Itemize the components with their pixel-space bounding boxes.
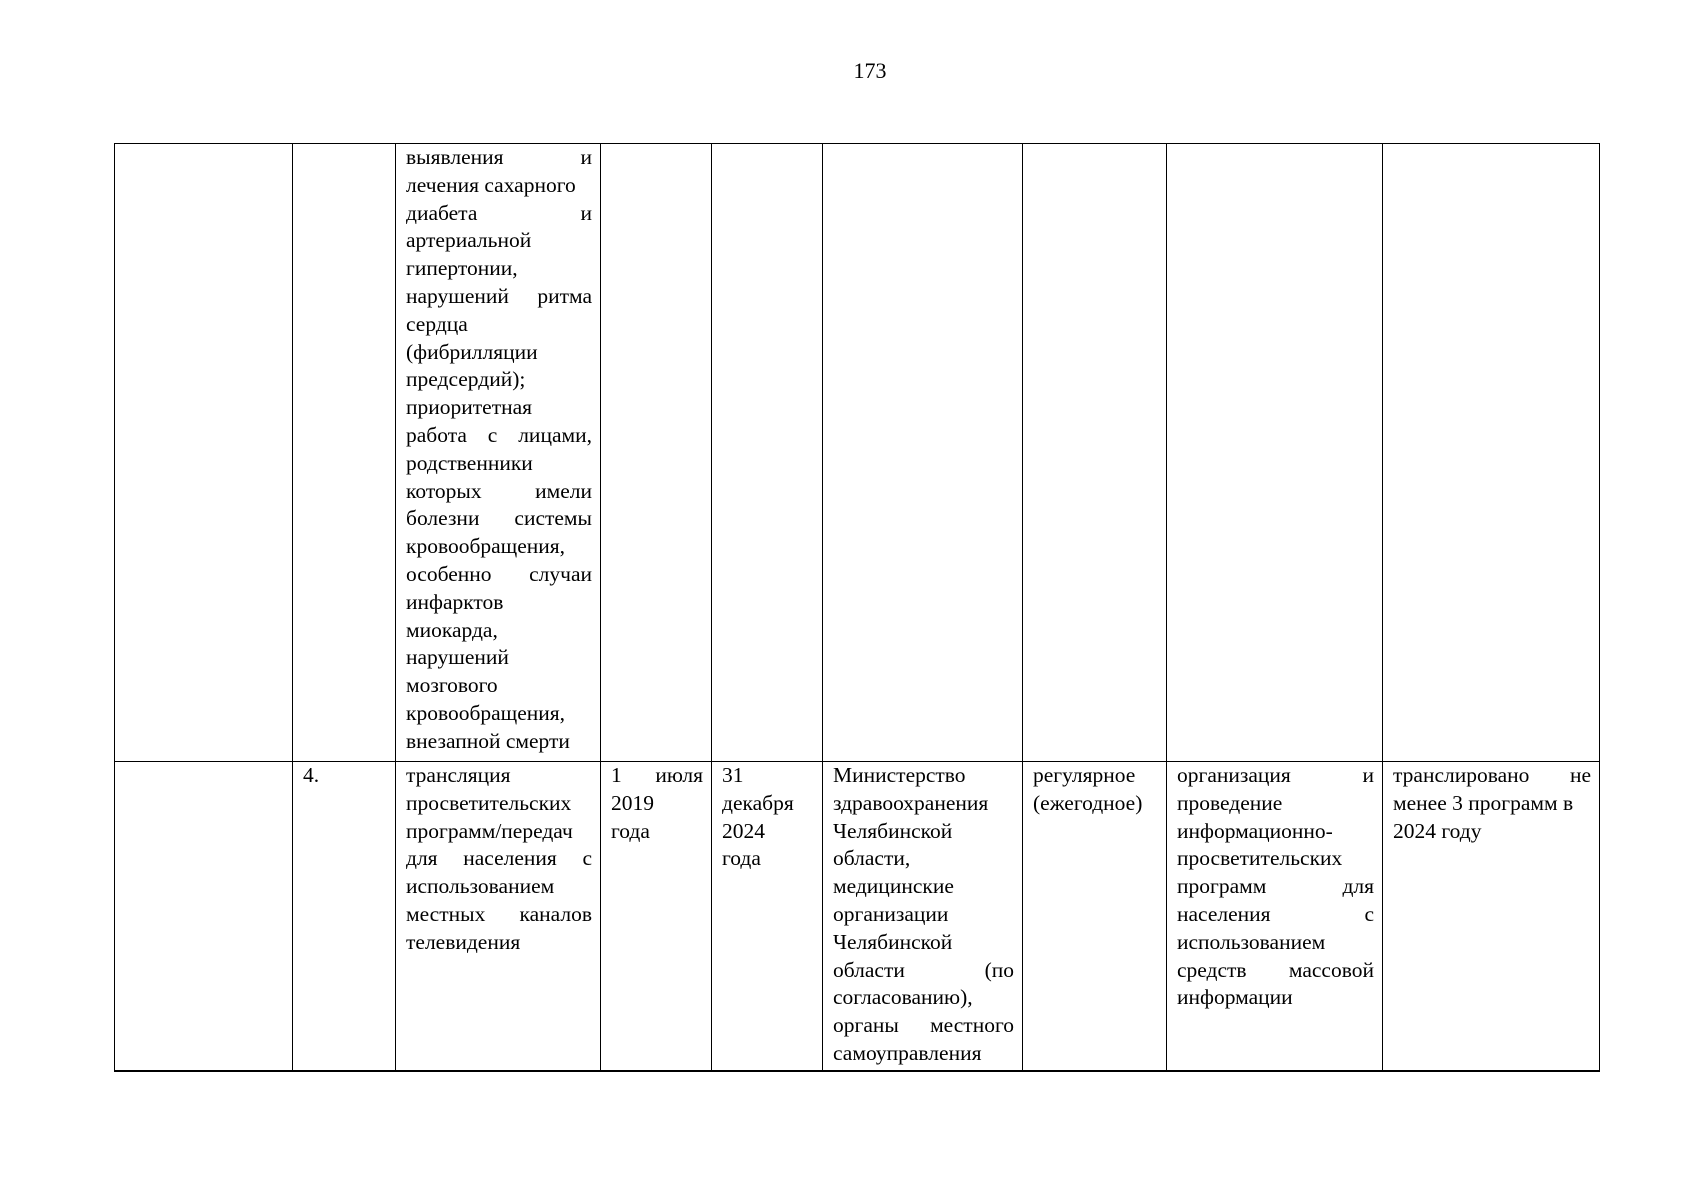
text-word: средств <box>1177 957 1247 982</box>
text-line: внезапной смерти <box>406 728 570 753</box>
text-word: для <box>1342 874 1374 899</box>
text-line: 31 <box>722 763 744 787</box>
text-line <box>1177 957 1374 985</box>
cell-description <box>1167 762 1383 1071</box>
text-line: менее 3 программ в <box>1393 790 1574 815</box>
text-line: организации <box>833 901 949 926</box>
text-line: использованием <box>1177 929 1326 954</box>
text-line <box>1177 901 1374 929</box>
text-line <box>406 505 592 533</box>
text-line <box>406 845 592 873</box>
text-line: сердца <box>406 311 468 336</box>
text-word: органы <box>833 1013 899 1038</box>
text-line: информации <box>1177 985 1293 1010</box>
text-word: лицами, <box>518 422 592 447</box>
text-word: случаи <box>529 561 592 586</box>
text-line <box>611 762 703 790</box>
text-line: (ежегодное) <box>1033 790 1143 815</box>
text-line <box>406 478 592 506</box>
cell-number: 4. <box>293 762 396 1071</box>
text-line: 2024 году <box>1393 818 1482 843</box>
text-line <box>406 283 592 311</box>
text-word: с <box>1364 901 1374 926</box>
cell-event-text <box>396 144 601 762</box>
text-line <box>833 957 1014 985</box>
text-line: телевидения <box>406 929 521 954</box>
cell-periodicity <box>1023 144 1167 762</box>
text-line: миокарда, <box>406 617 498 642</box>
text-word: системы <box>514 506 592 531</box>
text-word: 1 <box>611 763 622 787</box>
text-line <box>406 561 592 589</box>
text-line <box>406 200 592 228</box>
text-line: программ/передач <box>406 818 573 843</box>
cell-result <box>1383 144 1600 762</box>
text-word: массовой <box>1288 957 1374 982</box>
text-word: населения <box>1177 901 1271 926</box>
cell-responsible <box>823 144 1023 762</box>
text-word: (по <box>984 957 1014 982</box>
text-line: инфарктов <box>406 589 504 614</box>
cell-number <box>293 144 396 762</box>
text-line: согласованию), <box>833 985 973 1010</box>
text-word: местных <box>406 901 486 926</box>
cell-event-text <box>396 762 601 1071</box>
text-line: предсердий); <box>406 367 526 392</box>
text-line: области, <box>833 846 911 871</box>
text-word: и <box>580 145 592 169</box>
cell-result <box>1383 762 1600 1071</box>
text-line: Министерство <box>833 763 966 787</box>
text-line <box>1393 762 1591 790</box>
cell-periodicity <box>1023 762 1167 1071</box>
page-number: 173 <box>853 58 887 83</box>
text-word: болезни <box>406 506 480 531</box>
text-line: 2019 <box>611 790 654 815</box>
text-word: которых <box>406 478 482 503</box>
cell-col1 <box>115 762 293 1071</box>
cell-end-date <box>712 762 823 1071</box>
text-line: родственники <box>406 450 533 475</box>
text-line: лечения сахарного <box>406 172 576 197</box>
text-line <box>406 144 592 172</box>
text-line: мозгового <box>406 673 498 698</box>
text-word: не <box>1569 763 1591 787</box>
text-line: года <box>611 818 650 843</box>
text-line: трансляция <box>406 763 511 787</box>
text-word: работа <box>406 422 467 447</box>
text-line: просветительских <box>1177 846 1343 871</box>
text-word: выявления <box>406 145 504 169</box>
text-word: населения <box>463 846 557 871</box>
text-word: диабета <box>406 200 478 225</box>
text-word: местного <box>930 1013 1014 1038</box>
text-word: с <box>487 422 498 447</box>
text-word: имели <box>535 478 592 503</box>
text-line <box>406 422 592 450</box>
text-line: Челябинской <box>833 818 953 843</box>
text-line: кровообращения, <box>406 700 566 725</box>
text-line: просветительских <box>406 790 572 815</box>
text-line: артериальной <box>406 228 532 253</box>
text-line: использованием <box>406 874 555 899</box>
text-word: каналов <box>519 901 592 926</box>
text-word: организация <box>1177 763 1291 787</box>
text-word: нарушений <box>406 283 509 308</box>
text-word: для <box>406 846 438 871</box>
text-word: транслировано <box>1393 763 1530 787</box>
text-line: кровообращения, <box>406 534 566 559</box>
text-word: программ <box>1177 874 1267 899</box>
text-word: ритма <box>537 283 592 308</box>
text-line: декабря <box>722 790 794 815</box>
text-line: самоуправления <box>833 1040 982 1065</box>
text-line: приоритетная <box>406 395 533 420</box>
text-line: года <box>722 846 761 871</box>
text-line <box>833 1012 1014 1040</box>
text-line: гипертонии, <box>406 256 518 281</box>
text-line: регулярное <box>1033 763 1136 787</box>
text-line <box>1177 873 1374 901</box>
text-line: нарушений <box>406 645 509 670</box>
text-word: области <box>833 957 905 982</box>
cell-start-date <box>601 762 712 1071</box>
cell-end-date <box>712 144 823 762</box>
text-word: и <box>1362 763 1374 787</box>
text-word: июля <box>655 763 703 787</box>
text-line: (фибрилляции <box>406 339 538 364</box>
cell-description <box>1167 144 1383 762</box>
text-line: информационно- <box>1177 818 1333 843</box>
text-line: Челябинской <box>833 929 953 954</box>
table-row-4 <box>115 762 1600 1071</box>
text-line: проведение <box>1177 790 1283 815</box>
text-line: здравоохранения <box>833 790 989 815</box>
text-word: особенно <box>406 561 492 586</box>
table-row-continued <box>115 144 1600 762</box>
text-line <box>406 901 592 929</box>
text-line: 2024 <box>722 818 765 843</box>
cell-responsible <box>823 762 1023 1071</box>
text-word: с <box>582 846 592 871</box>
measures-table <box>114 143 1600 1072</box>
text-line: медицинские <box>833 874 954 899</box>
text-line <box>1177 762 1374 790</box>
cell-start-date <box>601 144 712 762</box>
text-word: и <box>580 200 592 225</box>
cell-col1 <box>115 144 293 762</box>
